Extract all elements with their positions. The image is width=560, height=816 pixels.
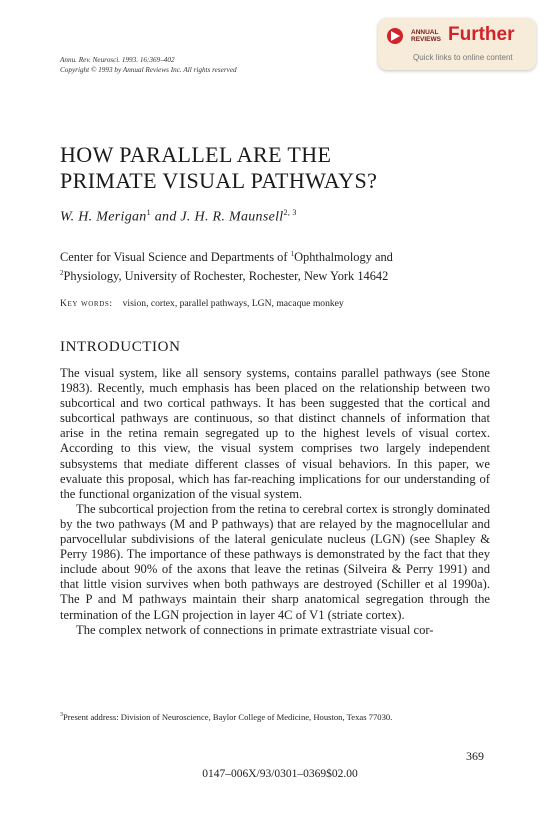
affiliation-text: Physiology, University of Rochester, Rochester, New York 14642 — [63, 269, 389, 284]
paragraph: The visual system, like all sensory systems, contains parallel pathways (see Stone 1983). Recently, much emphasis has been placed on the relationship between two subcortical and two cortical pathways. It has been suggested that the cortical and subcortical pathways are continuous, so that distinct channels of information that arise in the retina remain segregated up to the highest levels of visual cortex. According to this view, the visual system comprises two largely independent subsystems that mediate different classes of visual behaviors. In this paper, we evaluate this proposal, which has far-reaching implications for our understanding of the functional organization of the visual system. — [60, 366, 490, 501]
authors — [60, 208, 480, 226]
paragraph: The subcortical projection from the retina to cerebral cortex is strongly dominated by the two pathways (M and P pathways) that are relayed by the magnocellular and parvocellular subdivisions of the lateral geniculate nucleus (LGN) (see Shapley & Perry 1986). The importance of these pathways is demonstrated by the fact that they include about 90% of the axons that leave the retinas (Silveira & Perry 1991) and that little vision survives when both pathways are destroyed (Schiller et al 1990a). The P and M pathways maintain their sharp anatomical segregation through the termination of the LGN projection in layer 4C of V1 (striate cortex). — [60, 501, 490, 622]
author-affiliation-marker: 2, 3 — [283, 208, 297, 217]
annual-reviews-further-badge[interactable] — [378, 18, 536, 70]
authors-conjunction: and — [150, 209, 181, 225]
author-affiliation-marker: 1 — [146, 208, 151, 217]
affiliation-text: Center for Visual Science and Departments of — [60, 250, 291, 265]
brand-line: ANNUAL — [411, 29, 439, 36]
annual-reviews-logo — [411, 29, 441, 43]
footnote-marker: 3 — [60, 712, 63, 718]
affiliation-marker: 1 — [290, 250, 295, 258]
copyright-line: Copyright © 1993 by Annual Reviews Inc. All rights reserved — [60, 66, 237, 74]
keywords-label: Key words: — [60, 298, 113, 309]
play-icon — [387, 28, 403, 44]
article-title — [60, 142, 480, 194]
paragraph: The complex network of connections in primate extrastriate visual cor- — [76, 622, 434, 637]
journal-citation — [60, 55, 360, 75]
body-text — [60, 366, 490, 638]
keywords — [60, 298, 480, 309]
footnote — [60, 709, 490, 723]
author-name: J. H. R. Maunsell — [180, 209, 284, 225]
title-line: HOW PARALLEL ARE THE — [60, 142, 332, 167]
affiliation — [60, 246, 480, 284]
section-heading: INTRODUCTION — [60, 339, 181, 355]
further-subtitle: Quick links to online content — [413, 53, 513, 62]
author-name: W. H. Merigan — [60, 209, 147, 225]
affiliation-marker: 2 — [60, 269, 64, 278]
title-line: PRIMATE VISUAL PATHWAYS? — [60, 168, 378, 193]
page-number: 369 — [466, 749, 484, 763]
footnote-text: Present address: Division of Neuroscience, Baylor College of Medicine, Houston, Texas 77030. — [63, 711, 393, 722]
keywords-list: vision, cortex, parallel pathways, LGN, macaque monkey — [122, 298, 344, 309]
further-title: Further — [448, 24, 515, 45]
brand-line: REVIEWS — [411, 36, 441, 43]
affiliation-text: Ophthalmology and — [294, 250, 393, 265]
issn-code: 0147–006X/93/0301–0369$02.00 — [202, 768, 358, 780]
citation-line: Annu. Rev. Neurosci. 1993. 16:369–402 — [60, 56, 175, 64]
